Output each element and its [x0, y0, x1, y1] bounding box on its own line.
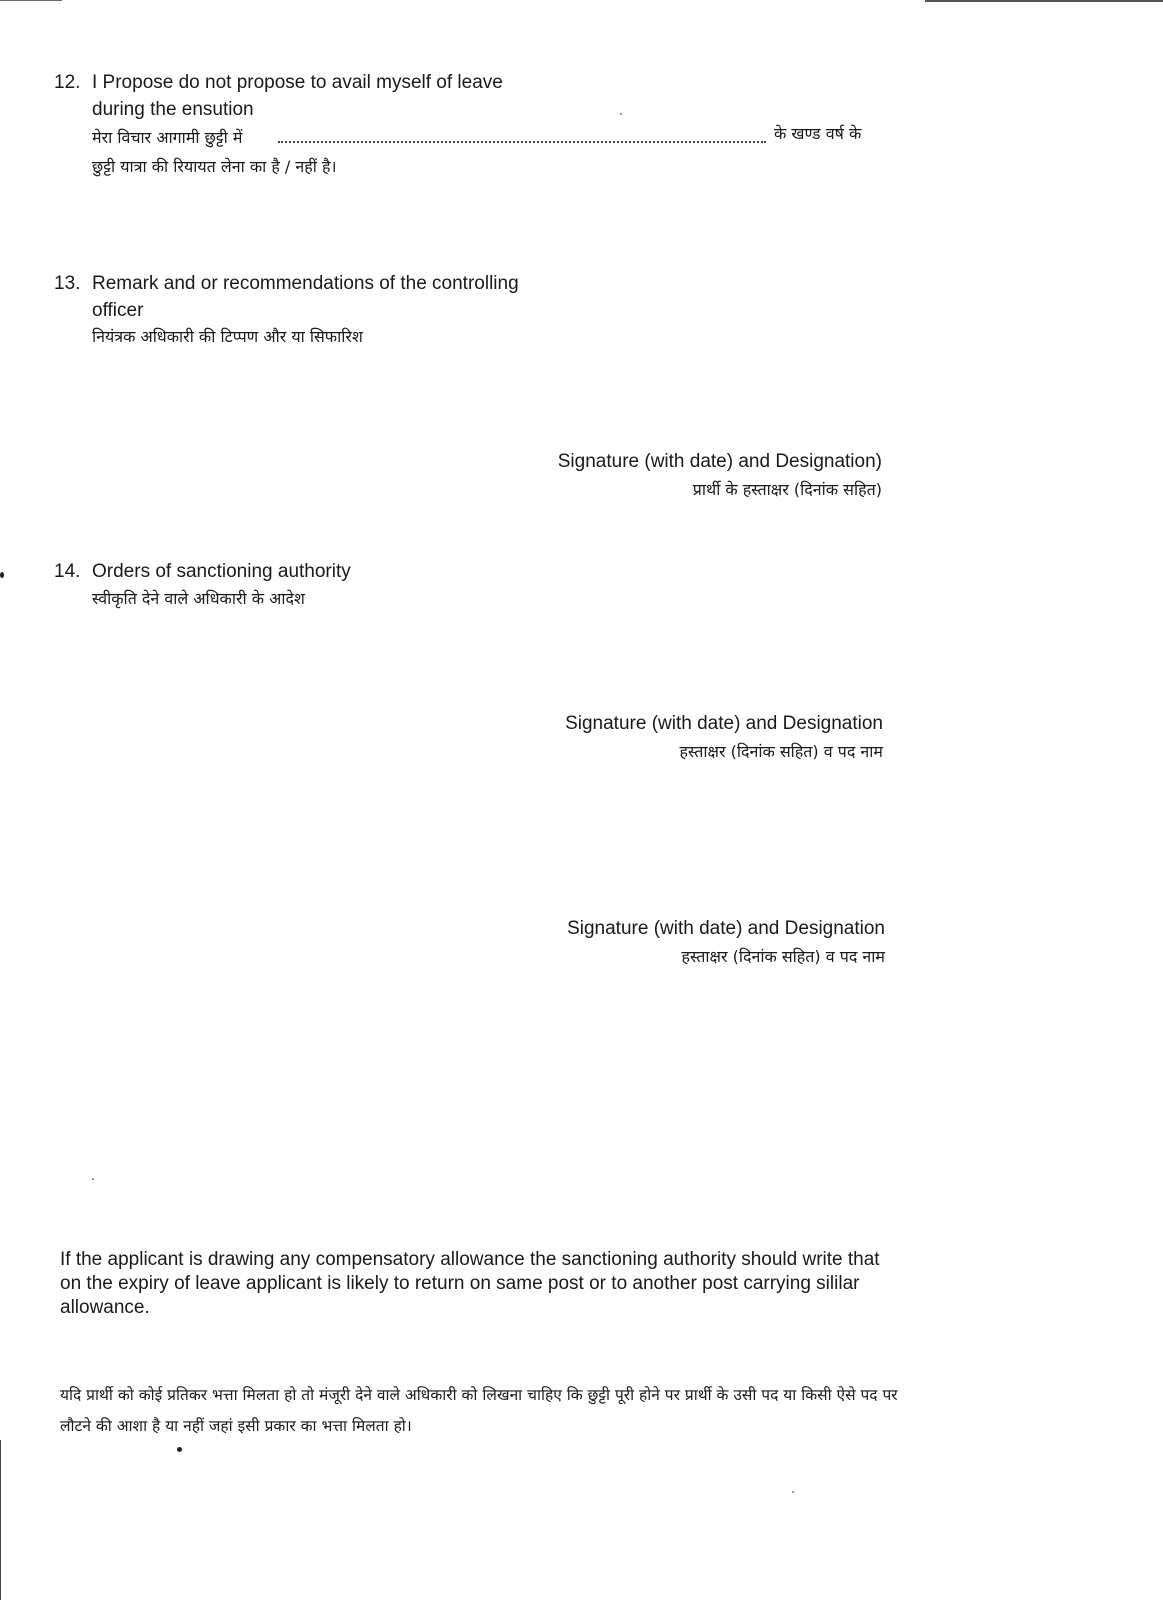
item-14-en-line1: Orders of sanctioning authority — [92, 561, 351, 582]
signature-1-en: Signature (with date) and Designation) — [557, 451, 882, 472]
signature-block-controlling-officer — [480, 712, 883, 763]
item-13-en-line2: officer — [92, 300, 144, 321]
scan-speck — [92, 1178, 94, 1180]
item-12-hi-line1-end: के खण्ड वर्ष के — [774, 124, 862, 143]
scan-speck — [792, 1491, 794, 1493]
item-14-hi-line1: स्वीकृति देने वाले अधिकारी के आदेश — [92, 589, 305, 608]
item-12-hi-line2: छुट्टी यात्रा की रियायत लेना का है / नहीं है। — [92, 157, 337, 176]
item-14-number: 14. — [54, 561, 81, 582]
signature-3-en: Signature (with date) and Designation — [567, 918, 885, 939]
item-12-en-line1: I Propose do not propose to avail myself of leave — [92, 72, 503, 93]
signature-1-hi: प्रार्थी के हस्ताक्षर (दिनांक सहित) — [692, 480, 882, 499]
item-13-number: 13. — [54, 273, 81, 294]
signature-block-applicant — [480, 450, 882, 501]
signature-3-hi: हस्ताक्षर (दिनांक सहित) व पद नाम — [681, 947, 885, 966]
item-13-en-line1: Remark and or recommendations of the controlling — [92, 273, 519, 294]
signature-block-sanctioning-authority — [480, 917, 885, 968]
scan-speck — [177, 1447, 182, 1452]
note-hi-paragraph: यदि प्रार्थी को कोई प्रतिकर भत्ता मिलता हो तो मंजूरी देने वाले अधिकारी को लिखना चाहिए कि छुट्टी पूरी होने पर प्रार्थी के उसी पद या किसी ऐसे पद पर लौटने की आशा है या नहीं जहां इसी प्रकार का भत्ता मिलता हो। — [60, 1386, 898, 1435]
item-12-fill-in-blank[interactable] — [278, 129, 766, 143]
note-en-paragraph: If the applicant is drawing any compensatory allowance the sanctioning authority should write that on the expiry of leave applicant is likely to return on same post or to another post carrying sililar allowance. — [60, 1249, 880, 1318]
scan-speck — [0, 572, 4, 578]
scan-margin-line — [0, 1440, 1, 1600]
scan-edge-rule-right — [925, 0, 1163, 2]
signature-2-hi: हस्ताक्षर (दिनांक सहित) व पद नाम — [679, 742, 883, 761]
scan-edge-rule-left — [0, 0, 62, 1]
item-12-en-line2: during the ensution — [92, 99, 254, 120]
item-12-number: 12. — [54, 72, 81, 93]
signature-2-en: Signature (with date) and Designation — [565, 713, 883, 734]
item-12-hi-line1-start: मेरा विचार आगामी छुट्टी में — [92, 128, 243, 147]
scan-speck — [620, 113, 622, 115]
item-13-hi-line1: नियंत्रक अधिकारी की टिप्पण और या सिफारिश — [92, 327, 363, 346]
